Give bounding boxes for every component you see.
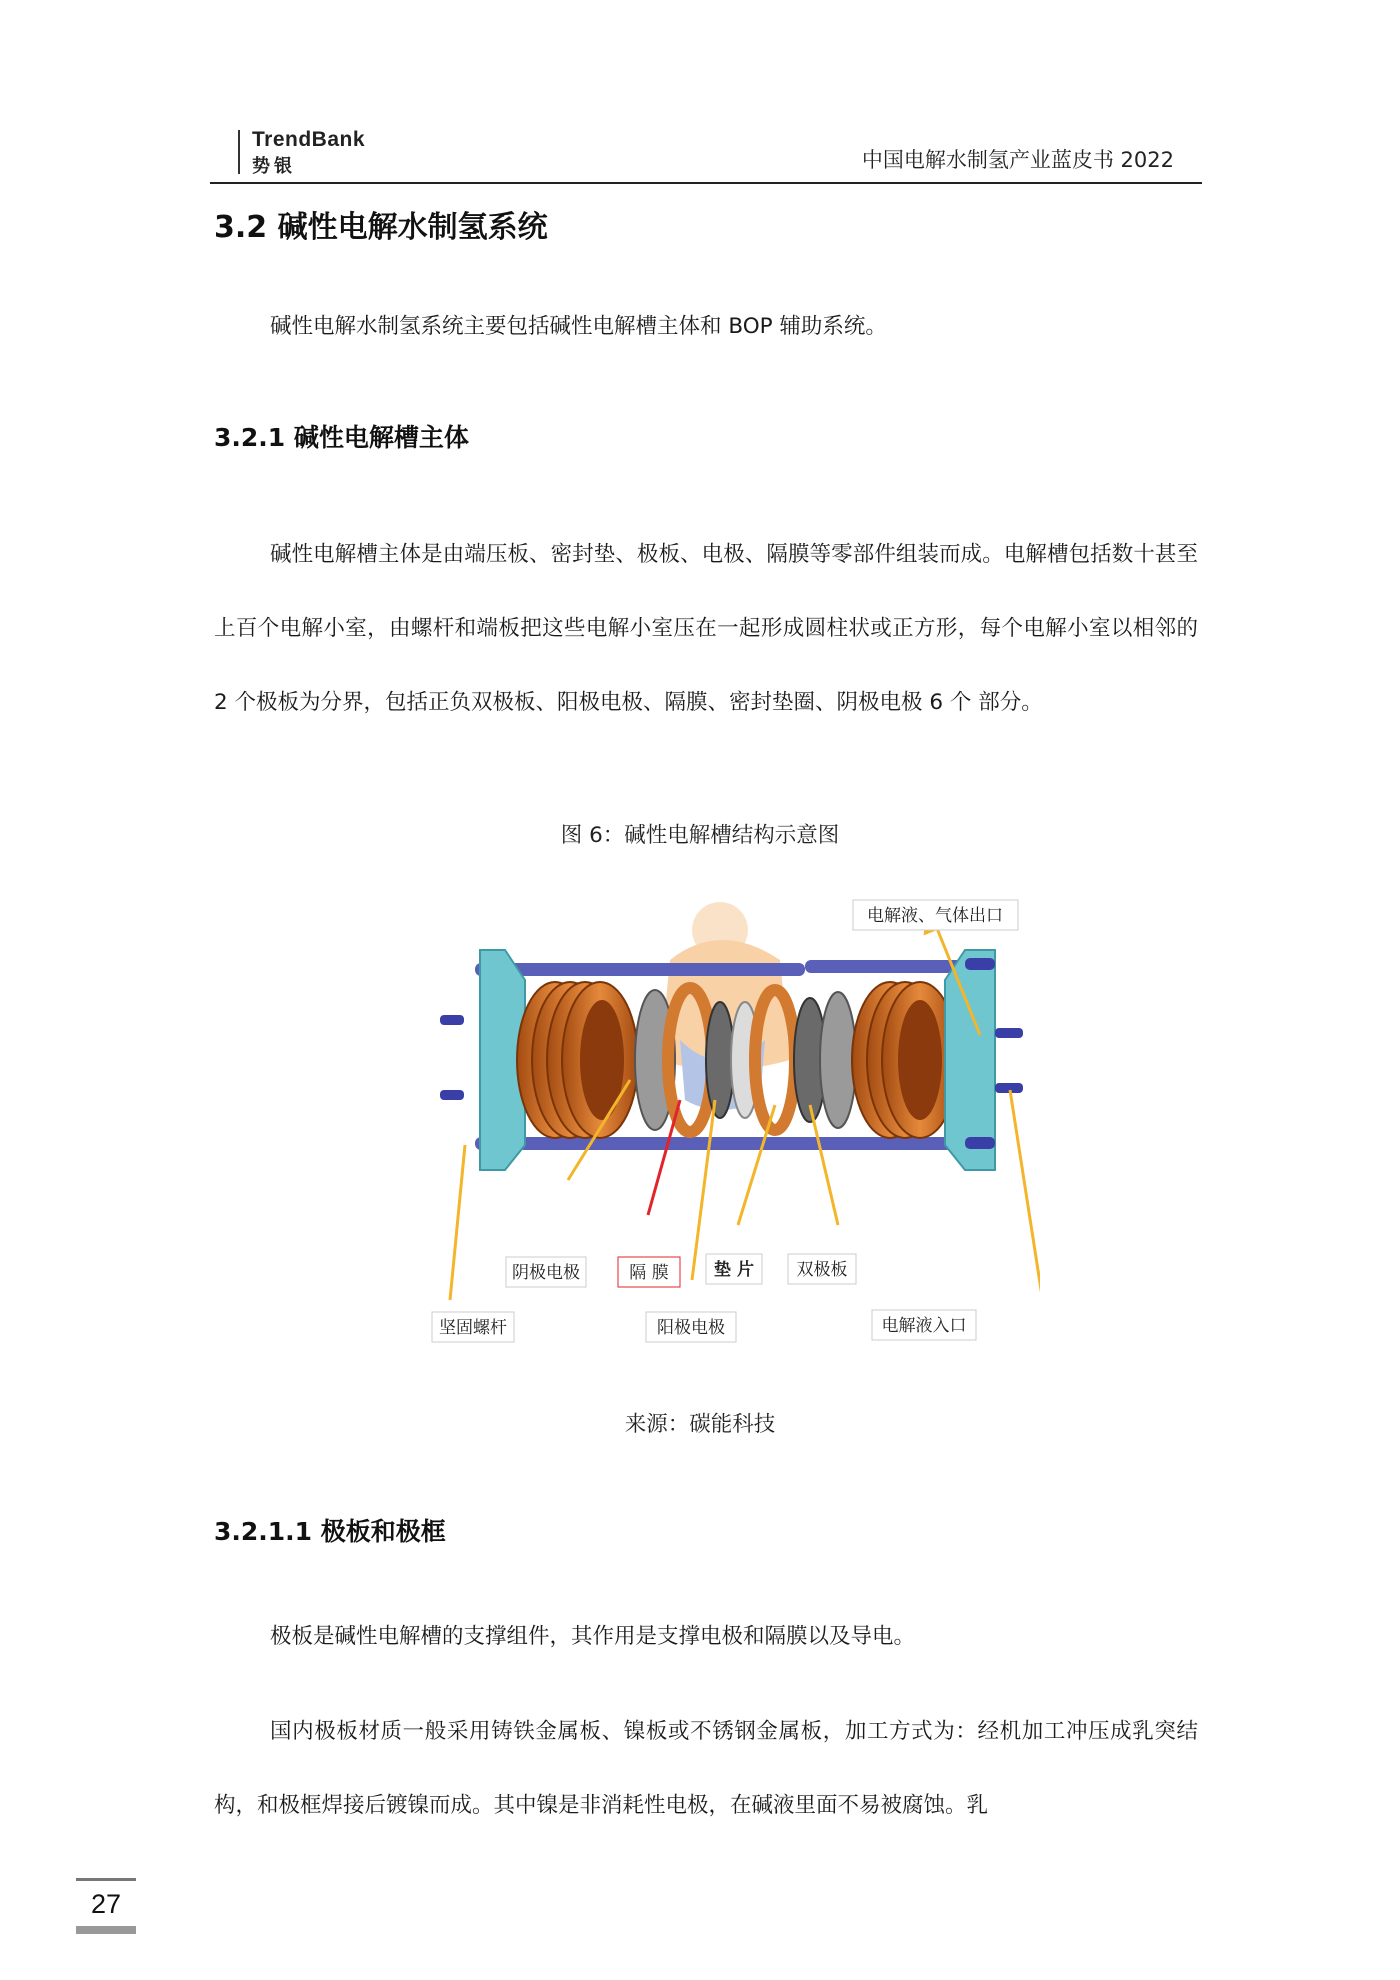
header-rule (210, 182, 1202, 184)
paragraph-plate-role: 极板是碱性电解槽的支撑组件，其作用是支撑电极和隔膜以及导电。 (270, 1624, 916, 1649)
label-cathode (506, 1257, 586, 1287)
label-anode (646, 1312, 736, 1342)
label-membrane-text: 隔 膜 (629, 1263, 669, 1283)
left-end-plate (440, 950, 525, 1170)
figure-caption: 图 6：碱性电解槽结构示意图 (560, 823, 840, 848)
logo-text-zh: 势银 (252, 156, 296, 177)
page-number-block (76, 1878, 136, 1934)
label-inlet (872, 1310, 976, 1340)
logo-divider (238, 130, 240, 174)
subsubsection-title: 3.2.1.1 极板和极框 (214, 1517, 446, 1546)
label-bolt-text: 坚固螺杆 (439, 1318, 507, 1338)
figure-source: 来源：碳能科技 (624, 1412, 776, 1437)
label-bipolar-text: 双极板 (796, 1260, 848, 1280)
logo-text-en: TrendBank (252, 128, 366, 151)
document-title: 中国电解水制氢产业蓝皮书 2022 (861, 148, 1174, 172)
label-bolt (432, 1312, 514, 1342)
page-number: 27 (90, 1889, 122, 1919)
left-coil-stack (517, 982, 638, 1138)
right-coil-stack (852, 982, 958, 1138)
label-membrane (618, 1257, 680, 1287)
label-inlet-text: 电解液入口 (881, 1316, 967, 1336)
section-title: 3.2 碱性电解水制氢系统 (214, 210, 548, 245)
page-number-bottom-bar (76, 1926, 136, 1934)
subsection-body: 碱性电解槽主体是由端压板、密封垫、极板、电极、隔膜等零部件组装而成。电解槽包括数十甚至上百个电解小室，由螺杆和端板把这些电解小室压在一起形成圆柱状或正方形，每个电解小室以相邻的 2 个极板为分界，包括正负双极板、阳极电极、隔膜、密封垫圈、阴极电极 6 个 部分。 (214, 542, 1198, 715)
label-gasket-text: 垫 片 (714, 1260, 754, 1280)
section-intro: 碱性电解水制氢系统主要包括碱性电解槽主体和 BOP 辅助系统。 (270, 314, 887, 339)
middle-components (635, 988, 856, 1132)
label-anode-text: 阳极电极 (657, 1318, 725, 1338)
label-outlet (853, 900, 1018, 930)
label-gasket (706, 1254, 762, 1284)
electrolyzer-diagram (420, 880, 1040, 1355)
subsection-title: 3.2.1 碱性电解槽主体 (214, 423, 469, 452)
paragraph-plate-material: 国内极板材质一般采用铸铁金属板、镍板或不锈钢金属板，加工方式为：经机加工冲压成乳突结构，和极框焊接后镀镍而成。其中镍是非消耗性电极，在碱液里面不易被腐蚀。乳 (214, 1719, 1198, 1818)
label-bipolar (788, 1254, 856, 1284)
label-outlet-text: 电解液、气体出口 (867, 906, 1003, 926)
label-cathode-text: 阴极电极 (512, 1263, 580, 1283)
right-end-plate (945, 950, 1023, 1170)
